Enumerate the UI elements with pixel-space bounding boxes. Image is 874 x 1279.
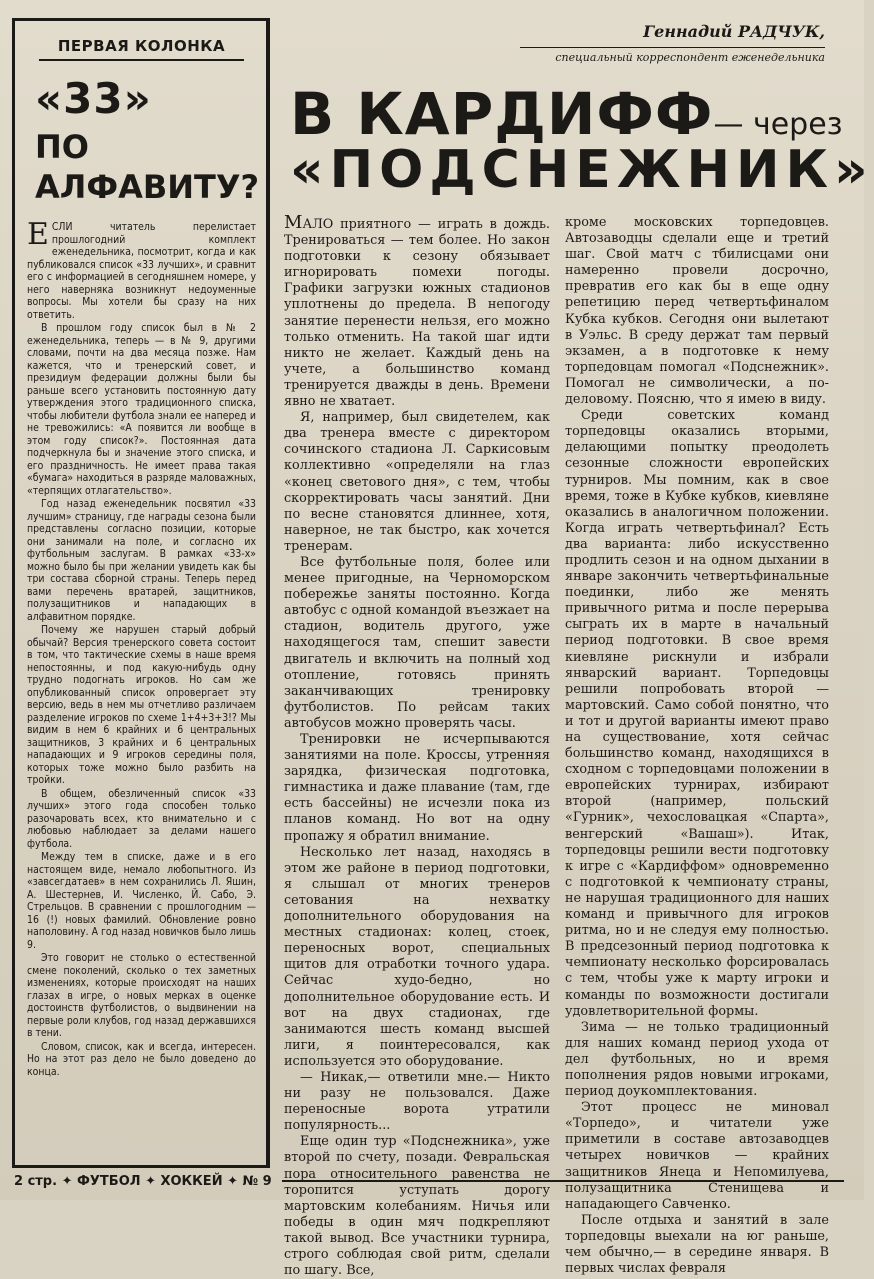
footer-rule xyxy=(282,1180,844,1182)
headline-small-text: — через xyxy=(713,107,843,142)
byline-divider xyxy=(520,47,825,48)
editorial-title xyxy=(27,74,260,207)
editorial-paragraph: Почему же нарушен старый добрый обычай? Версия тренерского совета состоит в том, что тактические схемы в наше время непостоянны, и под какую-нибудь одну трудно подогнать игроков. Но сам же опубликованный список опровергает эту версию, ведь в нем мы отчетливо различаем разделение игроков по схеме 1+4+3+3!? Мы видим в нем 6 крайних и 6 центральных защитников, 3 крайних и 6 центральных нападающих и 9 игроков середины поля, которых тоже можно было разбить на тройки. xyxy=(27,624,256,786)
article-column-right xyxy=(565,215,829,1277)
article-paragraph: Этот процесс не миновал «Торпедо», и читатели уже приметили в составе автозаводцев четырех новичков — крайних защитников Янеца и Непомилуева, полузащитника Стенищева и нападающего Савченко. xyxy=(565,1100,829,1212)
first-column-box xyxy=(12,18,270,1168)
editorial-dropcap: Е xyxy=(27,217,49,252)
editorial-paragraph: Это говорит не столько о естественной смене поколений, сколько о тех заметных изменениях, которые происходят на наших глазах в игре, о новых мерках в оценке достоинств футболистов, о выдвинении на первые роли клубов, год назад державшихся в тени. xyxy=(27,952,256,1039)
editorial-paragraph: В прошлом году список был в № 2 еженедельника, теперь — в № 9, другими словами, почти на два месяца позже. Нам кажется, что и тренерский совет, и президиум федерации должны были бы раньше всего установить постоянную дату утверждения этого традиционного списка, чтобы любители футбола знали ее наперед и не тревожились: «А появится ли вообще в этом году список?». Постоянная дата подчеркнула бы и значение этого списка, и его праздничность. Не имеет права такая «бумага» находиться в разряде маловажных, «терпящих отлагательство». xyxy=(27,322,256,497)
headline-main-text: В КАРДИФФ xyxy=(290,80,714,148)
headline-main xyxy=(290,80,843,148)
article-dropcap: М xyxy=(284,212,303,233)
headline-second: «ПОДСНЕЖНИК» xyxy=(290,140,874,200)
editorial-title-line1: ПО xyxy=(35,128,89,166)
article-paragraph: кроме московских торпедовцев. Автозаводцы сделали еще и третий шаг. Свой матч с тбилисцами они намеренно провели досрочно, превратив его как бы в еще одну репетицию перед четвертьфиналом Кубка кубков. Сегодня они вылетают в Уэльс. В среду держат там первый экзамен, а в подготовке к нему торпедовцам помогал «Подснежник». Помогал не символически, а по-деловому. Поясню, что я имею в виду. xyxy=(565,215,829,408)
author-role: специальный корреспондент еженедельника xyxy=(555,51,825,64)
article-paragraph xyxy=(284,212,550,410)
article-paragraph: Среди советских команд торпедовцы оказались вторыми, делающими попытку преодолеть сезонные сложности европейских турниров. Мы помним, как в свое время, тоже в Кубке кубков, киевляне оказались в аналогичном положении. Когда играть четвертьфинал? Есть два варианта: либо искусственно продлить сезон и на одном дыхании в январе закончить четвертьфинальные поединки, либо же менять привычного ритма и после перерыва сыграть их в марте в начальный период подготовки. В свое время киевляне рискнули и избрали январский вариант. Торпедовцы решили попробовать второй — мартовский. Само собой понятно, что и тот и другой варианты имеют право на существование, хотя сейчас большинство команд, находящихся в сходном с торпедовцами положении в европейских турнирах, избирают второй (например, польский «Гурник», чехословацкая «Спарта», венгерский «Вашаш»). Итак, торпедовцы решили вести подготовку к игре с «Кардиффом» одновременно с подготовкой к чемпионату страны, не нарушая традиционного для наших команд и привычного для игроков ритма, но и не следуя ему полностью. В предсезонный период подготовка к чемпионату несколько форсировалась с тем, чтобы уже к марту игроки и команды по возможности достигали удовлетворительной формы. xyxy=(565,408,829,1019)
editorial-paragraph: Словом, список, как и всегда, интересен. Но на этот раз дело не было доведено до конца. xyxy=(27,1040,256,1078)
editorial-body xyxy=(27,217,256,1078)
byline xyxy=(520,22,825,64)
column-label: ПЕРВАЯ КОЛОНКА xyxy=(39,27,244,61)
editorial-paragraph-text: СЛИ читатель перелистает прошлогодний комплект еженедельника, посмотрит, когда и как публиковался список «33 лучших», и сравнит его с информацией в сегодняшнем номере, у него наверняка возникнут недоуменные вопросы. Мы хотели бы сразу на них ответить. xyxy=(27,221,256,321)
editorial-paragraph: Год назад еженедельник посвятил «33 лучшим» страницу, где награды сезона были представлены согласно позиции, которые они занимали на поле, и согласно их футбольным заслугам. В рамках «33-х» можно было бы при желании увидеть как бы три состава сборной страны. Теперь перед вами перечень вратарей, защитников, полузащитников и нападающих в алфавитном порядке. xyxy=(27,498,256,623)
article-paragraph-text: АЛО приятного — играть в дождь. Тренироваться — тем более. Но закон подготовки к сезону обязывает игнорировать помехи погоды. Графики загрузки южных стадионов уплотнены до предела. В непогоду занятие перенести нельзя, его можно только отменить. На такой шаг идти никто не желает. Каждый день на учете, а большинство команд тренируется дважды в день. Времени явно не хватает. xyxy=(284,217,550,410)
article-paragraph: — Никак,— ответили мне.— Никто ни разу не пользовался. Даже переносные ворота утратили популярность... xyxy=(284,1069,550,1134)
footer-text: 2 стр. ✦ ФУТБОЛ ✦ ХОККЕЙ ✦ № 9 xyxy=(14,1173,272,1189)
article-paragraph: Еще один тур «Подснежника», уже второй по счету, позади. Февральская пора относительного равенства не торопится уступать дорогу мартовским колебаниям. Ничья или победы в один мяч подкрепляют такой вывод. Все участники турнира, строго соблюдая свой ритм, сделали по шагу. Все, xyxy=(284,1134,550,1279)
article-paragraph: Тренировки не исчерпываются занятиями на поле. Кроссы, утренняя зарядка, физическая подготовка, гимнастика и даже плавание (там, где есть бассейны) не исчезли пока из планов команд. Но вот на одну пропажу я обратил внимание. xyxy=(284,732,550,844)
article-paragraph: Я, например, был свидетелем, как два тренера вместе с директором сочинского стадиона Л. Саркисовым коллективно «определяли на глаз «конец светового дня», с тем, чтобы скорректировать часы занятий. Дни по весне становятся длиннее, хотя, наверное, не так быстро, как хочется тренерам. xyxy=(284,410,550,554)
editorial-title-number: «33» xyxy=(35,74,152,123)
article-paragraph: Несколько лет назад, находясь в этом же районе в период подготовки, я слышал от многих тренеров сетования на нехватку дополнительного оборудования на местных стадионах: колец, стоек, переносных ворот, специальных щитов для отработки точного удара. Сейчас худо-бедно, но дополнительное оборудование есть. И вот на двух стадионах, где занимаются шесть команд высшей лиги, я поинтересовался, как используется это оборудование. xyxy=(284,844,550,1069)
article-paragraph: Все футбольные поля, более или менее пригодные, на Черноморском побережье заняты постоянно. Когда автобус с одной командой въезжает на стадион, водитель другого, уже находящегося там, спешит завести двигатель и включить на полный ход отопление, готовясь принять заканчивающих тренировку футболистов. По рейсам таких автобусов можно проверять часы. xyxy=(284,554,550,731)
editorial-paragraph xyxy=(27,217,256,321)
editorial-paragraph: Между тем в списке, даже и в его настоящем виде, немало любопытного. Из «завсегдатаев» в нем сохранились Л. Яшин, А. Шестернев, И. Численко, Й. Сабо, Э. Стрельцов. В сравнении с прошлогодним — 16 (!) новых фамилий. Обновление ровно наполовину. А год назад новичков было лишь 9. xyxy=(27,851,256,951)
article-column-middle xyxy=(284,212,550,1279)
author-name: Геннадий РАДЧУК, xyxy=(643,22,825,41)
article-paragraph: После отдыха и занятий в зале торпедовцы выехали на юг раньше, чем обычно,— в середине января. В первых числах февраля xyxy=(565,1212,829,1277)
page-footer xyxy=(14,1170,844,1192)
editorial-paragraph: В общем, обезличенный список «33 лучших» этого года способен только разочаровать всех, кто внимательно и с любовью наблюдает за делами нашего футбола. xyxy=(27,787,256,850)
article-paragraph: Зима — не только традиционный для наших команд период ухода от дел футбольных, но и время пополнения рядов новыми игроками, период доукомплектования. xyxy=(565,1019,829,1100)
editorial-title-line2: АЛФАВИТУ? xyxy=(35,168,260,206)
